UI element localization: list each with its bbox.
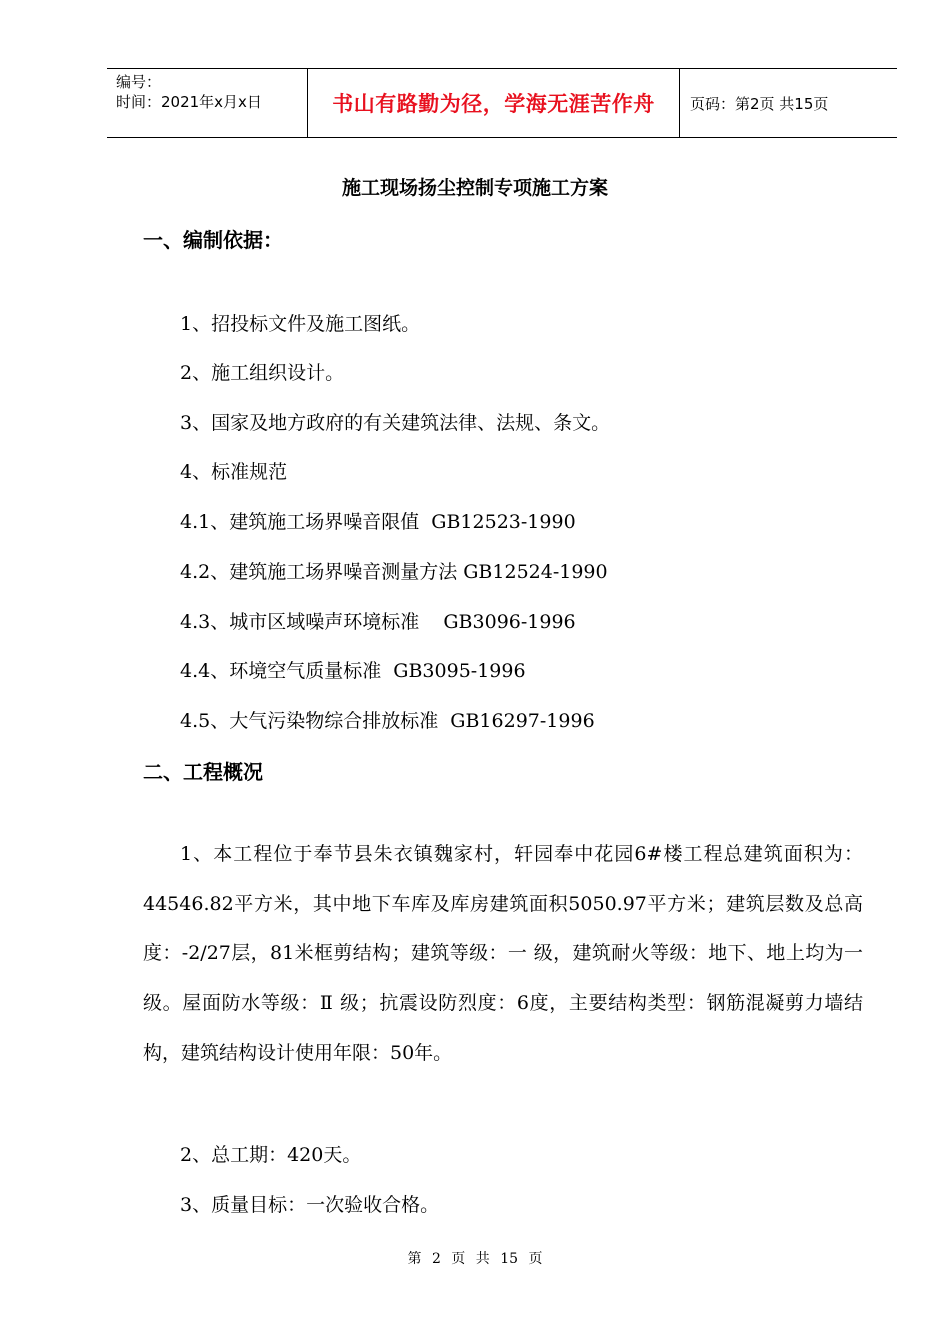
section-heading-overview: 二、工程概况 xyxy=(143,760,263,784)
list-item: 3、国家及地方政府的有关建筑法律、法规、条文。 xyxy=(180,412,611,434)
list-item: 4.5、大气污染物综合排放标准 GB16297-1996 xyxy=(180,710,595,732)
list-item: 4、标准规范 xyxy=(180,461,288,483)
header-table xyxy=(107,68,897,138)
document-title: 施工现场扬尘控制专项施工方案 xyxy=(341,177,608,199)
list-item: 4.3、城市区域噪声环境标准 GB3096-1996 xyxy=(180,611,576,633)
header-motto-cell xyxy=(308,69,680,137)
motto-text: 书山有路勤为径，学海无涯苦作舟 xyxy=(332,92,655,116)
header-page-cell xyxy=(680,69,897,137)
quality-item: 3、质量目标：一次验收合格。 xyxy=(180,1194,440,1216)
header-meta-cell xyxy=(107,69,308,137)
duration-item: 2、总工期：420天。 xyxy=(180,1144,362,1166)
list-item: 1、招投标文件及施工图纸。 xyxy=(180,313,421,335)
list-item: 4.2、建筑施工场界噪音测量方法 GB12524-1990 xyxy=(180,561,608,583)
project-overview-paragraph: 1、本工程位于奉节县朱衣镇魏家村，轩园奉中花园6#楼工程总建筑面积为：44546.82平方米，其中地下车库及库房建筑面积5050.97平方米；建筑层数及总高度：-2/27层，81米框剪结构；建筑等级：一 级，建筑耐火等级：地下、地上均为一级。屋面防水等级：Ⅱ 级；抗震设防烈度：6度，主要结构类型：钢筋混凝剪力墙结构，建筑结构设计使用年限：50年。 xyxy=(143,843,863,1064)
list-item: 4.4、环境空气质量标准 GB3095-1996 xyxy=(180,660,526,682)
list-item: 2、施工组织设计。 xyxy=(180,362,345,384)
list-item: 4.1、建筑施工场界噪音限值 GB12523-1990 xyxy=(180,511,576,533)
page-footer: 第 2 页 共 15 页 xyxy=(407,1251,543,1267)
time-label: 时间：2021年x月x日 xyxy=(116,93,262,111)
number-label: 编号： xyxy=(116,73,162,91)
page-info: 页码：第2页 共15页 xyxy=(690,94,829,113)
section-heading-basis: 一、编制依据： xyxy=(143,228,283,252)
